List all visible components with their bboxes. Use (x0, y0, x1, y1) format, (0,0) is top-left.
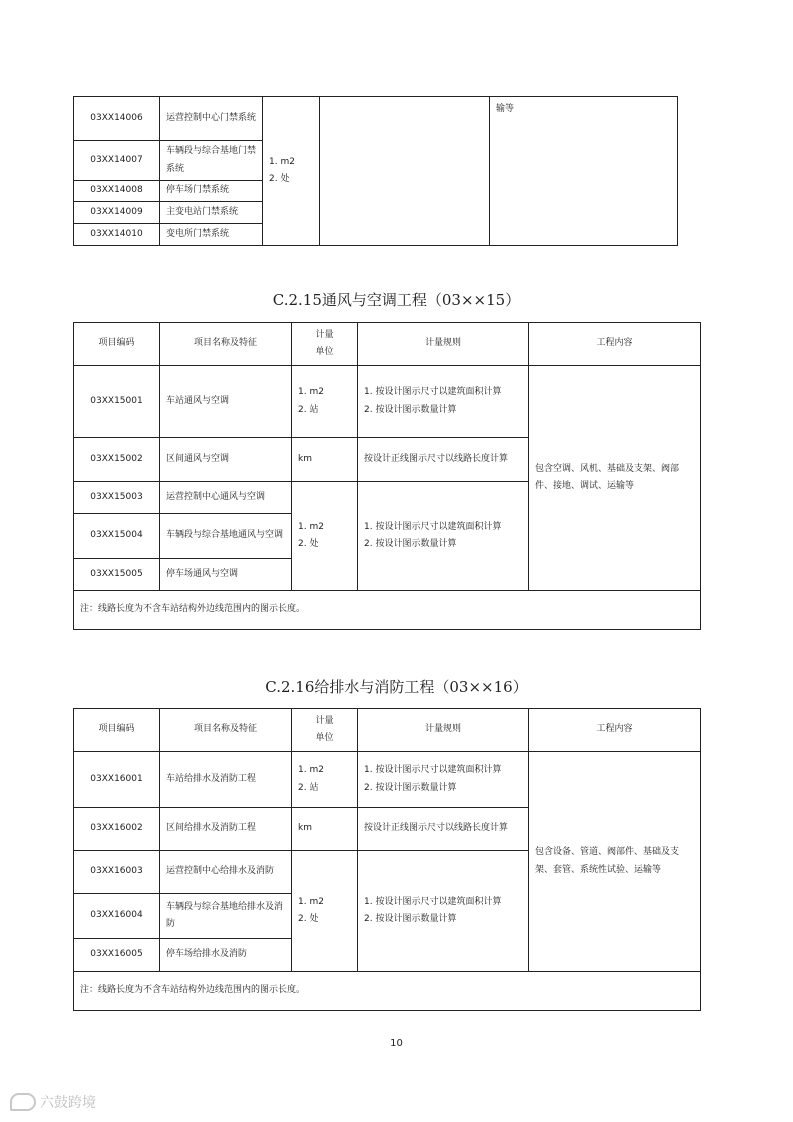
table-row (74, 752, 701, 808)
page-number: 10 (390, 1038, 403, 1049)
unit-line: 1. m2 (298, 387, 324, 398)
rule-cell (358, 366, 529, 438)
table-note-row (74, 591, 701, 630)
table-row (74, 97, 678, 141)
table-row (74, 366, 701, 438)
content-cell: 包含空调、风机、基础及支架、阀部件、接地、调试、运输等 (529, 366, 701, 591)
item-code: 03XX16003 (74, 851, 160, 894)
header-code: 项目编码 (74, 709, 160, 752)
item-name: 主变电站门禁系统 (160, 202, 263, 224)
item-code: 03XX15004 (74, 514, 160, 559)
rule-line: 1. 按设计图示尺寸以建筑面积计算 (364, 765, 502, 776)
item-name: 变电所门禁系统 (160, 224, 263, 246)
header-name: 项目名称及特征 (160, 709, 292, 752)
item-name: 运营控制中心通风与空调 (160, 482, 292, 514)
item-name: 车站通风与空调 (160, 366, 292, 438)
item-code: 03XX15002 (74, 438, 160, 482)
unit-cell (292, 752, 358, 808)
unit-line: 1. m2 (269, 156, 295, 167)
unit-line: 1. m2 (298, 765, 324, 776)
item-code: 03XX15005 (74, 559, 160, 591)
item-name: 车辆段与综合基地门禁系统 (160, 141, 263, 181)
unit-cell: km (292, 438, 358, 482)
rule-cell (358, 482, 529, 591)
unit-cell (292, 851, 358, 972)
item-code: 03XX15001 (74, 366, 160, 438)
rule-line: 2. 按设计图示数量计算 (364, 782, 457, 793)
header-unit-line: 单位 (315, 733, 334, 743)
rule-cell: 按设计正线图示尺寸以线路长度计算 (358, 808, 529, 851)
item-code: 03XX14008 (74, 181, 160, 202)
item-code: 03XX15003 (74, 482, 160, 514)
table-c214-continued (73, 96, 678, 246)
unit-line: 2. 处 (298, 914, 319, 924)
table-header-row (74, 709, 701, 752)
item-name: 停车场通风与空调 (160, 559, 292, 591)
rule-line: 1. 按设计图示尺寸以建筑面积计算 (364, 521, 502, 532)
rule-cell (358, 851, 529, 972)
content-cell: 输等 (490, 97, 678, 246)
item-code: 03XX16001 (74, 752, 160, 808)
unit-line: 2. 处 (269, 174, 290, 184)
item-name: 区间给排水及消防工程 (160, 808, 292, 851)
item-name: 车站给排水及消防工程 (160, 752, 292, 808)
item-code: 03XX14006 (74, 97, 160, 141)
item-code: 03XX16002 (74, 808, 160, 851)
unit-cell (263, 97, 320, 246)
table-c215 (73, 322, 701, 630)
unit-line: 2. 站 (298, 782, 319, 793)
item-code: 03XX16005 (74, 939, 160, 972)
unit-line: 1. m2 (298, 521, 324, 532)
rule-line: 1. 按设计图示尺寸以建筑面积计算 (364, 896, 502, 907)
header-unit-line: 单位 (315, 347, 334, 357)
item-name: 运营控制中心门禁系统 (160, 97, 263, 141)
item-code: 03XX14009 (74, 202, 160, 224)
rule-cell (320, 97, 490, 246)
header-content: 工程内容 (529, 323, 701, 366)
unit-line: 2. 处 (298, 539, 319, 549)
item-name: 运营控制中心给排水及消防 (160, 851, 292, 894)
table-note-row (74, 972, 701, 1011)
unit-cell (292, 366, 358, 438)
watermark (10, 1092, 96, 1112)
header-rule: 计量规则 (358, 323, 529, 366)
table-c216 (73, 708, 701, 1011)
watermark-text: 六鼓跨境 (40, 1095, 96, 1111)
header-unit (292, 709, 358, 752)
item-code: 03XX14007 (74, 141, 160, 181)
unit-line: 2. 站 (298, 404, 319, 415)
header-content: 工程内容 (529, 709, 701, 752)
unit-cell: km (292, 808, 358, 851)
rule-line: 1. 按设计图示尺寸以建筑面积计算 (364, 387, 502, 398)
header-code: 项目编码 (74, 323, 160, 366)
header-rule: 计量规则 (358, 709, 529, 752)
item-name: 停车场给排水及消防 (160, 939, 292, 972)
watermark-logo-icon (10, 1093, 36, 1111)
rule-line: 2. 按设计图示数量计算 (364, 914, 457, 924)
rule-cell (358, 752, 529, 808)
rule-line: 2. 按设计图示数量计算 (364, 404, 457, 415)
table-header-row (74, 323, 701, 366)
header-unit-line: 计量 (315, 715, 334, 726)
header-unit (292, 323, 358, 366)
rule-cell: 按设计正线图示尺寸以线路长度计算 (358, 438, 529, 482)
content-cell: 包含设备、管道、阀部件、基础及支架、套管、系统性试验、运输等 (529, 752, 701, 972)
unit-cell (292, 482, 358, 591)
table-note: 注：线路长度为不含车站结构外边线范围内的图示长度。 (74, 591, 701, 630)
table-note: 注：线路长度为不含车站结构外边线范围内的图示长度。 (74, 972, 701, 1011)
item-name: 车辆段与综合基地给排水及消防 (160, 894, 292, 939)
section-title-c216: C.2.16给排水与消防工程（03××16） (265, 678, 528, 696)
rule-line: 2. 按设计图示数量计算 (364, 539, 457, 549)
item-name: 区间通风与空调 (160, 438, 292, 482)
item-code: 03XX16004 (74, 894, 160, 939)
item-name: 车辆段与综合基地通风与空调 (160, 514, 292, 559)
item-name: 停车场门禁系统 (160, 181, 263, 202)
header-unit-line: 计量 (315, 329, 334, 340)
header-name: 项目名称及特征 (160, 323, 292, 366)
item-code: 03XX14010 (74, 224, 160, 246)
section-title-c215: C.2.15通风与空调工程（03××15） (272, 291, 521, 309)
unit-line: 1. m2 (298, 896, 324, 907)
